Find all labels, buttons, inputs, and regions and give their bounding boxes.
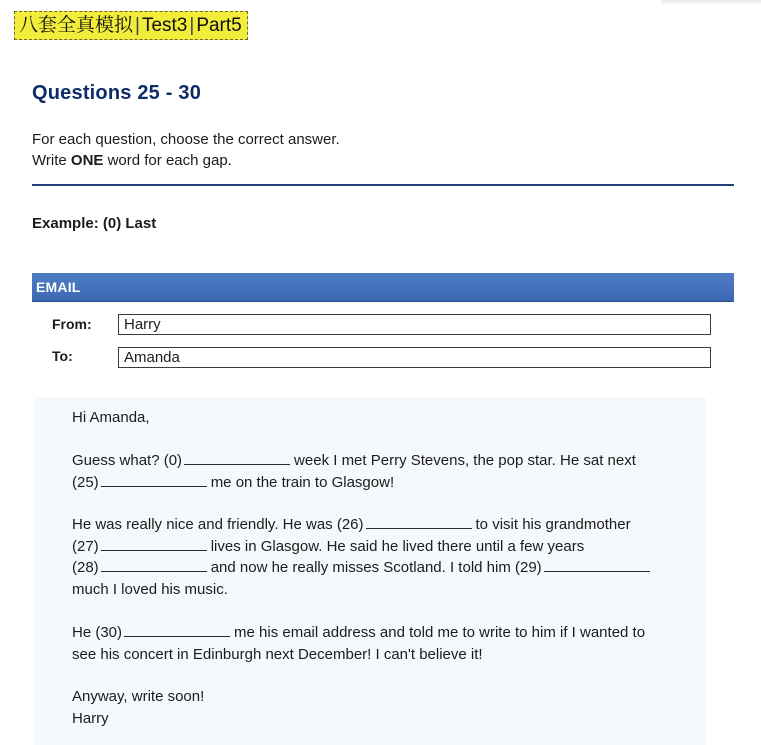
to-label: To: bbox=[52, 348, 73, 364]
from-label: From: bbox=[52, 316, 92, 332]
example-line: Example: (0) Last bbox=[32, 215, 157, 232]
email-bar-label: EMAIL bbox=[36, 279, 81, 295]
tag-prefix: 八套全真模拟 bbox=[19, 15, 134, 36]
p1-line-1: Guess what? (0) week I met Perry Stevens, the pop star. He sat next bbox=[72, 452, 636, 469]
p2-line-4: much I loved his music. bbox=[72, 580, 228, 598]
signature: Harry bbox=[72, 709, 109, 727]
p2-line-2: (27) lives in Glasgow. He said he lived there until a few years bbox=[72, 537, 585, 555]
gap-25 bbox=[101, 472, 207, 487]
p3-line-2: see his concert in Edinburgh next December! I can't believe it! bbox=[72, 645, 483, 663]
instructions bbox=[32, 129, 340, 171]
gap-28 bbox=[101, 557, 207, 572]
paragraph-3 bbox=[72, 622, 645, 665]
gap-29 bbox=[544, 557, 650, 572]
instruction-line-2: Write ONE word for each gap. bbox=[32, 152, 232, 169]
email-header-bar bbox=[32, 273, 734, 302]
corner-shadow bbox=[661, 0, 761, 5]
p2-line-3: (28) and now he really misses Scotland. I told him (29) bbox=[72, 557, 654, 579]
to-field: Amanda bbox=[118, 347, 711, 368]
tag-test: Test3 bbox=[141, 15, 188, 36]
p3-line-1: He (30) me his email address and told me to write to him if I wanted to bbox=[72, 624, 646, 641]
p2-line-1: He was really nice and friendly. He was (26) to visit his grandmother bbox=[72, 516, 631, 533]
from-field: Harry bbox=[118, 314, 711, 335]
email-greeting: Hi Amanda, bbox=[72, 409, 150, 426]
gap-0 bbox=[184, 450, 290, 465]
divider-rule bbox=[32, 184, 734, 186]
paragraph-2 bbox=[72, 514, 654, 600]
instruction-line-1: For each question, choose the correct answer. bbox=[32, 131, 340, 148]
questions-title: Questions 25 - 30 bbox=[32, 82, 202, 104]
test-tag: 八套全真模拟 | Test3 | Part5 bbox=[14, 11, 248, 40]
gap-30 bbox=[124, 622, 230, 637]
closing-line: Anyway, write soon! bbox=[72, 688, 205, 705]
sign-off bbox=[72, 686, 204, 729]
tag-part: Part5 bbox=[196, 15, 242, 36]
paragraph-1 bbox=[72, 450, 636, 493]
p1-line-2: (25) me on the train to Glasgow! bbox=[72, 473, 395, 491]
gap-27 bbox=[101, 536, 207, 551]
gap-26 bbox=[366, 514, 472, 529]
